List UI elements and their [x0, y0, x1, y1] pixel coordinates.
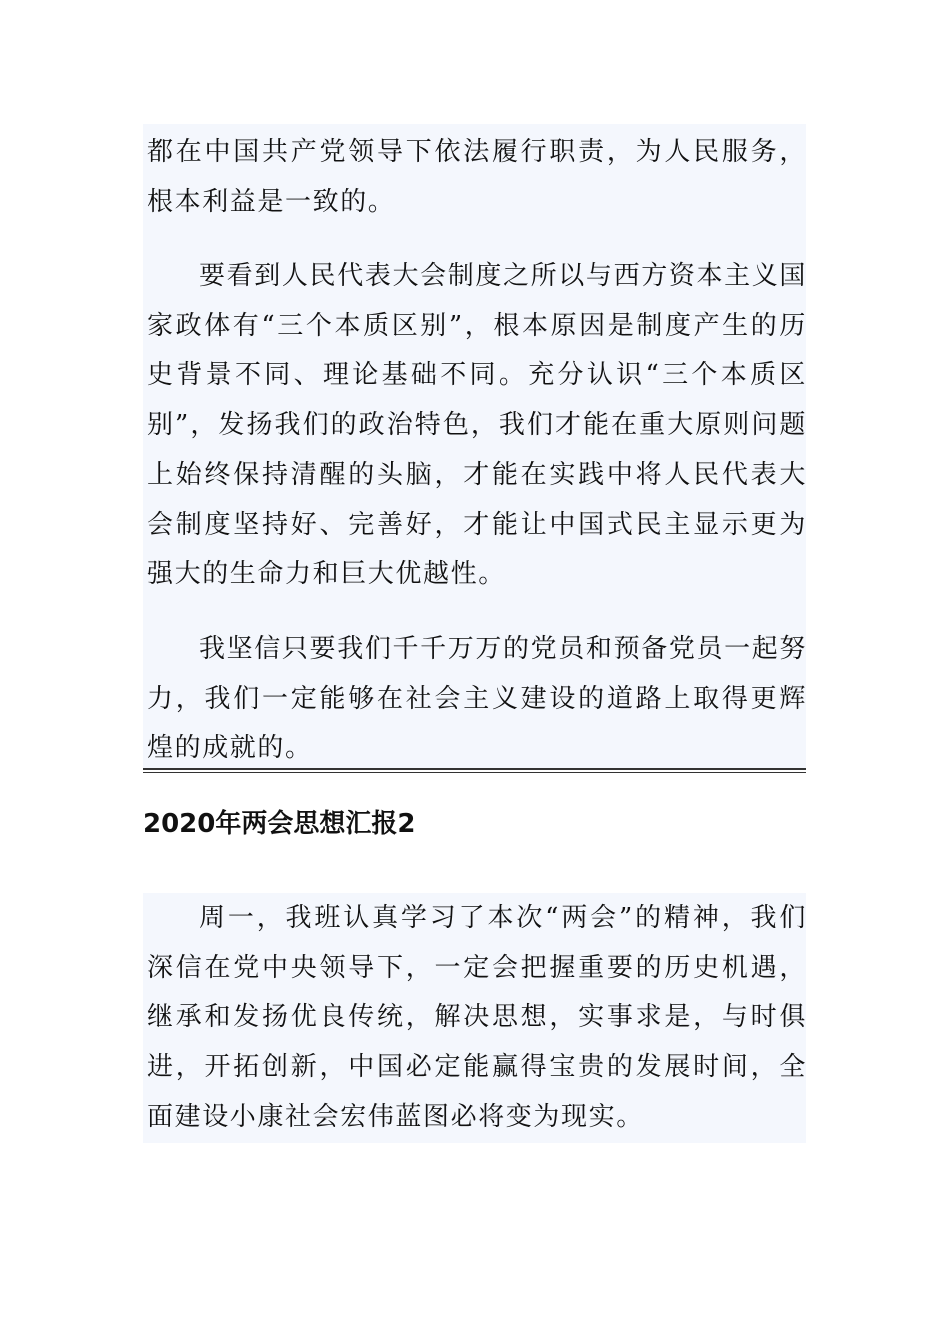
- paragraph-three-differences: 要看到人民代表大会制度之所以与西方资本主义国家政体有“三个本质区别”，根本原因是制度产生的历史背景不同、理论基础不同。充分认识“三个本质区别”，发扬我们的政治特色，我们才能在重大原则问题上始终保持清醒的头脑，才能在实践中将人民代表大会制度坚持好、完善好，才能让中国式民主显示更为强大的生命力和巨大优越性。: [147, 261, 807, 590]
- section-divider-thick: [143, 768, 806, 770]
- paragraph-conviction: 我坚信只要我们千千万万的党员和预备党员一起努力，我们一定能够在社会主义建设的道路上取得更辉煌的成就的。: [147, 634, 807, 764]
- paragraph-continued: 都在中国共产党领导下依法履行职责，为人民服务，根本利益是一致的。: [147, 137, 807, 217]
- section-divider-thin: [143, 772, 806, 773]
- paragraph-monday-study: 周一，我班认真学习了本次“两会”的精神，我们深信在党中央领导下，一定会把握重要的历史机遇，继承和发扬优良传统，解决思想，实事求是，与时俱进，开拓创新，中国必定能赢得宝贵的发展时间，全面建设小康社会宏伟蓝图必将变为现实。: [147, 903, 807, 1132]
- section-heading: 2020年两会思想汇报2: [143, 809, 416, 839]
